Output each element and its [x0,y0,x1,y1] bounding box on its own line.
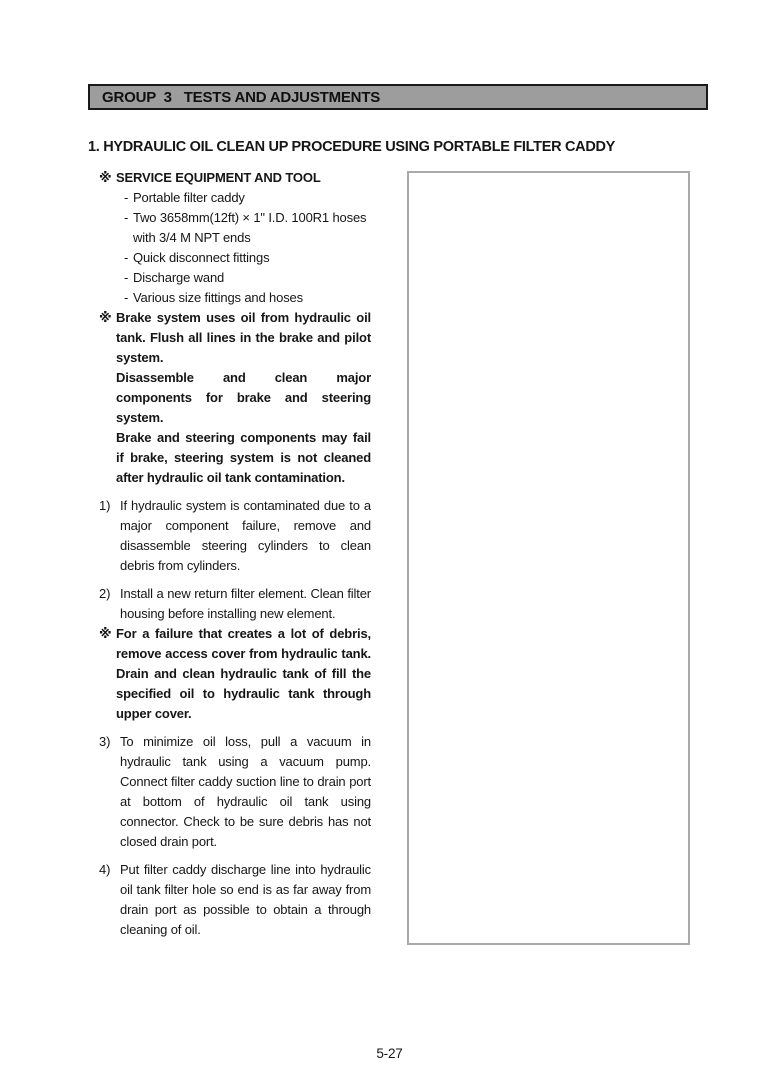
dash-bullet: - [124,270,129,285]
equipment-heading: SERVICE EQUIPMENT AND TOOL [116,170,321,185]
page-number: 5-27 [376,1046,403,1061]
step-text: Put filter caddy discharge line into hydraulic oil tank filter hole so end is as far away from drain port as possible to obtain a through cleaning of oil. [120,862,371,937]
step-number: 1) [99,498,111,513]
step-number: 2) [99,586,111,601]
list-item [124,268,371,288]
brake-system-note [99,308,371,488]
step-number: 3) [99,734,111,749]
reference-mark: ※ [99,170,112,185]
step-number: 4) [99,862,111,877]
procedure-step-1 [99,496,371,576]
step-text: If hydraulic system is contaminated due to a major component failure, remove and disassemble steering cylinders to clean debris from cylinders. [120,498,371,573]
list-item [124,188,371,208]
note-paragraph: Brake system uses oil from hydraulic oil tank. Flush all lines in the brake and pilot system. [116,310,371,365]
step-text: Install a new return filter element. Clean filter housing before installing new element. [120,586,371,621]
figure-placeholder-box [407,171,690,945]
dash-bullet: - [124,290,129,305]
list-item-text: Various size fittings and hoses [133,290,303,305]
list-item [124,248,371,268]
equipment-section [99,168,371,308]
reference-mark: ※ [99,310,112,325]
note-paragraph: Brake and steering components may fail if brake, steering system is not cleaned after hydraulic oil tank contamination. [116,430,371,485]
procedure-step-2 [99,584,371,624]
page-title: 1. HYDRAULIC OIL CLEAN UP PROCEDURE USING PORTABLE FILTER CADDY [88,139,616,155]
procedure-step-4 [99,860,371,940]
reference-mark: ※ [99,626,112,641]
dash-bullet: - [124,250,129,265]
dash-bullet: - [124,190,129,205]
list-item-text: Quick disconnect fittings [133,250,270,265]
group-header-bar [88,84,708,110]
note-paragraph: For a failure that creates a lot of debris, remove access cover from hydraulic tank. Drain and clean hydraulic tank of fill the specified oil to hydraulic tank through upper cover. [116,626,371,721]
group-header-label: GROUP 3 TESTS AND ADJUSTMENTS [102,88,381,106]
step-text: To minimize oil loss, pull a vacuum in hydraulic tank using a vacuum pump. Connect filter caddy suction line to drain port at bottom of hydraulic oil tank using connector. Check to be sure debris has not closed drain port. [120,734,371,849]
list-item-text: Two 3658mm(12ft) × 1" I.D. 100R1 hoses with 3/4 M NPT ends [133,210,367,245]
list-item-text: Portable filter caddy [133,190,245,205]
dash-bullet: - [124,210,129,225]
procedure-step-3 [99,732,371,852]
note-paragraph: Disassemble and clean major components for brake and steering system. [116,370,371,425]
list-item-text: Discharge wand [133,270,225,285]
list-item [124,208,371,248]
debris-note [99,624,371,724]
procedure-text-column [99,168,371,940]
equipment-list [116,188,371,308]
list-item [124,288,371,308]
